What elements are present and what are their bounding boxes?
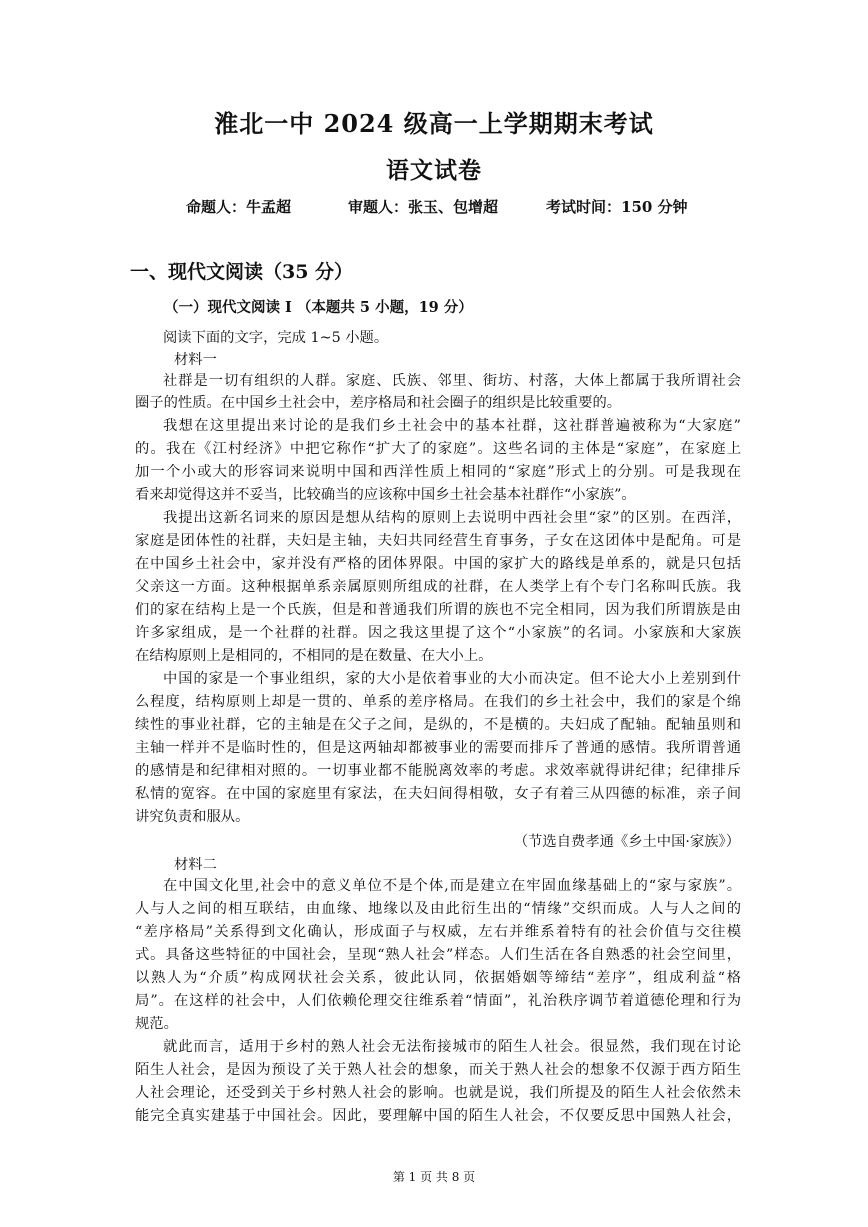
material1-line: 主轴一样并不是临时性的，但是这两轴却都被事业的需要而排斥了普通的感情。我所谓普通: [135, 740, 741, 756]
exam-title: 淮北一中 2024 级高一上学期期末考试: [214, 109, 654, 138]
material1-line: 中国的家是一个事业组织，家的大小是依着事业的大小而决定。但不论大小上差别到什: [163, 671, 741, 687]
duration-info: 考试时间：150 分钟: [546, 198, 688, 216]
material1-line: 加一个小或大的形容词来说明中国和西洋性质上相同的“家庭”形式上的分别。可是我现在: [135, 464, 741, 480]
material2-line: 人社会理论，还受到关于乡村熟人社会的影响。也就是说，我们所提及的陌生人社会依然未: [135, 1085, 741, 1101]
material1-line: 讲究负责和服从。: [135, 809, 250, 825]
material1-line: 我想在这里提出来讨论的是我们乡土社会中的基本社群，这社群普遍被称为“大家庭”: [163, 418, 741, 434]
material1-line: 父亲这一方面。这种根据单系亲属原则所组成的社群，在人类学上有个专门名称叫氏族。我: [135, 579, 741, 595]
material2-line: 能完全真实建基于中国社会。因此，要理解中国的陌生人社会，不仅要反思中国熟人社会，: [135, 1108, 741, 1124]
material2-line: 以熟人为“介质”构成网状社会关系，彼此认同，依据婚姻等缔结“差序”，组成利益“格: [135, 970, 741, 986]
material2-line: “差序格局”关系得到文化确认，形成面子与权威，左右并维系着特有的社会价值与交往模: [135, 924, 741, 940]
material1-label: 材料一: [174, 352, 217, 368]
material1-line: 社群是一切有组织的人群。家庭、氏族、邻里、街坊、村落，大体上都属于我所谓社会: [163, 373, 741, 389]
material1-line: 在结构原则上是相同的，不相同的是在数量、在大小上。: [135, 648, 493, 664]
material2-line: 人与人之间的相互联结，由血缘、地缘以及由此衍生出的“情缘”交织而成。人与人之间的: [135, 901, 741, 917]
sub-heading: （一）现代文阅读 I （本题共 5 小题，19 分）: [164, 299, 473, 316]
section-heading: 一、现代文阅读（35 分）: [130, 261, 354, 283]
material2-label: 材料二: [174, 857, 217, 873]
material1-line: 么程度，结构原则上却是一贯的、单系的差序格局。在我们的乡土社会中，我们的家是个绵: [135, 694, 741, 710]
material1-line: 我提出这新名词来的原因是想从结构的原则上去说明中西社会里“家”的区别。在西洋，: [163, 510, 741, 526]
material2-line: 就此而言，适用于乡村的熟人社会无法衔接城市的陌生人社会。很显然，我们现在讨论: [163, 1039, 741, 1055]
material1-line: 家庭是团体性的社群，夫妇是主轴，夫妇共同经营生育事务，子女在这团体中是配角。可是: [135, 533, 741, 549]
material2-line: 局”。在这样的社会中，人们依赖伦理交往维系着“情面”，礼治秩序调节着道德伦理和行为: [135, 993, 741, 1009]
material2-line: 陌生人社会，是因为预设了关于熟人社会的想象，而关于熟人社会的想象不仅源于西方陌生: [135, 1062, 741, 1078]
material2-line: 在中国文化里,社会中的意义单位不是个体,而是建立在牢固血缘基础上的“家与家族”。: [163, 878, 741, 894]
material2-line: 式。具备这些特征的中国社会，呈现“熟人社会”样态。人们生活在各自熟悉的社会空间里，: [135, 947, 741, 963]
material1-line: 续性的事业社群，它的主轴是在父子之间，是纵的，不是横的。夫妇成了配轴。配轴虽则和: [135, 717, 741, 733]
setter-info: 命题人：牛孟超: [186, 198, 292, 216]
instruction: 阅读下面的文字，完成 1~5 小题。: [163, 330, 389, 346]
reviewer-info: 审题人：张玉、包增超: [348, 198, 499, 216]
material1-line: 的感情是和纪律相对照的。一切事业都不能脱离效率的考虑。求效率就得讲纪律；纪律排斥: [135, 763, 741, 779]
material1-line: 看来却觉得这并不妥当，比较确当的应该称中国乡土社会基本社群作“小家族”。: [135, 487, 636, 503]
material1-source: （节选自费孝通《乡土中国·家族》）: [513, 834, 740, 850]
material1-line: 圈子的性质。在中国乡土社会中，差序格局和社会圈子的组织是比较重要的。: [135, 395, 622, 411]
material1-line: 们的家在结构上是一个氏族，但是和普通我们所谓的族也不完全相同，因为我们所谓族是由: [135, 602, 741, 618]
exam-subtitle: 语文试卷: [386, 157, 482, 184]
material1-line: 许多家组成，是一个社群的社群。因之我这里提了这个“小家族”的名词。小家族和大家族: [135, 625, 741, 641]
material1-line: 的。我在《江村经济》中把它称作“扩大了的家庭”。这些名词的主体是“家庭”，在家庭上: [135, 441, 741, 457]
material1-line: 私情的宽容。在中国的家庭里有家法，在夫妇间得相敬，女子有着三从四德的标准，亲子间: [135, 786, 741, 802]
material1-line: 在中国乡土社会中，家并没有严格的团体界限。中国的家扩大的路线是单系的，就是只包括: [135, 556, 741, 572]
material2-line: 规范。: [135, 1016, 178, 1032]
page-number: 第 1 页 共 8 页: [392, 1170, 476, 1184]
